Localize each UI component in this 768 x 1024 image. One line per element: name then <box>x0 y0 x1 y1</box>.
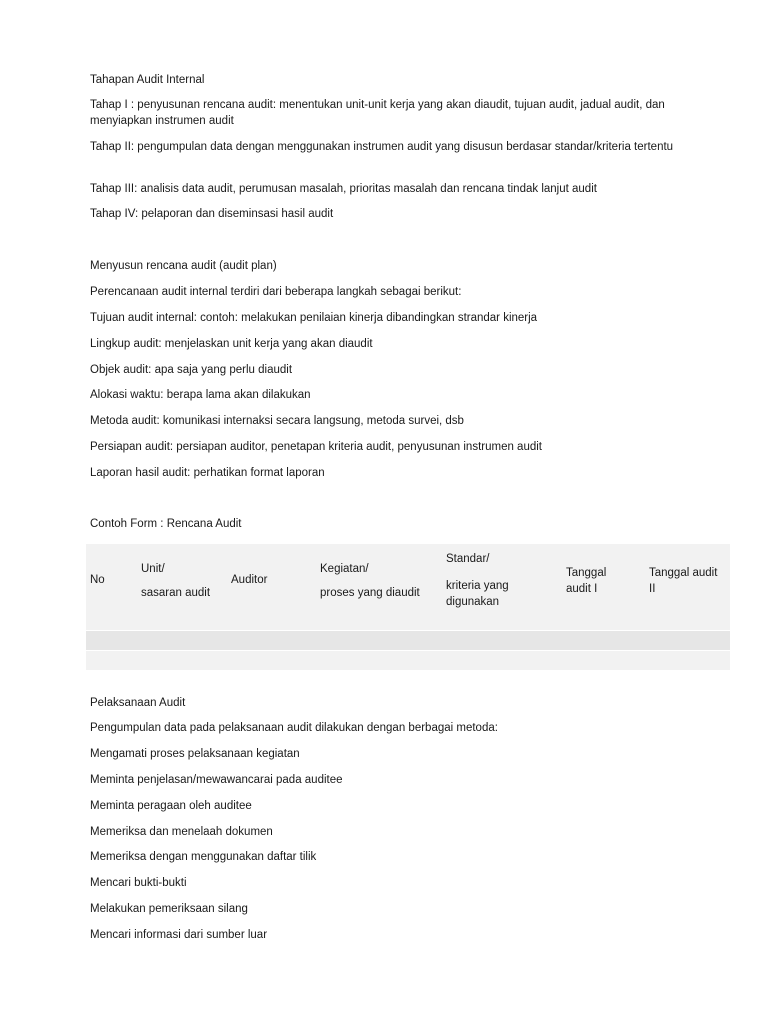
header-standar-line2: kriteria yang <box>446 580 509 592</box>
list-item: Meminta peragaan oleh auditee <box>90 800 252 812</box>
list-item: Mencari informasi dari sumber luar <box>90 929 268 941</box>
list-item: Melakukan pemeriksaan silang <box>90 903 248 915</box>
list-item: Mencari bukti-bukti <box>90 877 187 889</box>
list-item: Memeriksa dengan menggunakan daftar tilik <box>90 851 317 863</box>
list-item: Persiapan audit: persiapan auditor, penetapan kriteria audit, penyusunan instrumen audit <box>90 441 542 453</box>
list-item: Mengamati proses pelaksanaan kegiatan <box>90 748 300 760</box>
header-kegiatan-line2: proses yang diaudit <box>320 587 420 599</box>
header-kegiatan-line1: Kegiatan/ <box>320 563 369 575</box>
header-tanggal1-line1: Tanggal <box>566 567 607 579</box>
paragraph-pelaksanaan-intro: Pengumpulan data pada pelaksanaan audit dilakukan dengan berbagai metoda: <box>90 722 498 734</box>
paragraph-tahap-4: Tahap IV: pelaporan dan diseminsasi hasil audit <box>90 208 334 220</box>
header-tanggal2-line1: Tanggal audit <box>649 567 718 579</box>
list-item: Alokasi waktu: berapa lama akan dilakukan <box>90 389 311 401</box>
list-item: Laporan hasil audit: perhatikan format laporan <box>90 467 325 479</box>
paragraph-perencanaan-intro: Perencanaan audit internal terdiri dari beberapa langkah sebagai berikut: <box>90 286 462 298</box>
section-title-rencana: Menyusun rencana audit (audit plan) <box>90 260 277 272</box>
table-row <box>86 630 730 650</box>
list-item: Metoda audit: komunikasi internaksi secara langsung, metoda survei, dsb <box>90 415 464 427</box>
header-standar-line3: digunakan <box>446 596 500 608</box>
header-tanggal1-line2: audit I <box>566 583 598 595</box>
list-item: Meminta penjelasan/mewawancarai pada auditee <box>90 774 343 786</box>
header-no: No <box>90 574 105 586</box>
list-item: Lingkup audit: menjelaskan unit kerja yang akan diaudit <box>90 338 373 350</box>
section-title-pelaksanaan: Pelaksanaan Audit <box>90 697 186 709</box>
paragraph-tahap-2: Tahap II: pengumpulan data dengan menggunakan instrumen audit yang disusun berdasar standar/kriteria tertentu <box>90 141 674 153</box>
paragraph-tahap-1: Tahap I : penyusunan rencana audit: menentukan unit-unit kerja yang akan diaudit, tujuan audit, jadual audit, dan menyiapkan instrumen audit <box>90 99 665 127</box>
section-title-tahapan: Tahapan Audit Internal <box>90 74 205 86</box>
form-title: Contoh Form : Rencana Audit <box>90 518 242 530</box>
list-item: Memeriksa dan menelaah dokumen <box>90 826 273 838</box>
list-item: Tujuan audit internal: contoh: melakukan penilaian kinerja dibandingkan strandar kinerja <box>90 312 538 324</box>
header-unit-line1: Unit/ <box>141 563 165 575</box>
header-standar-line1: Standar/ <box>446 553 490 565</box>
header-unit-line2: sasaran audit <box>141 587 211 599</box>
header-auditor: Auditor <box>231 574 268 586</box>
list-item: Objek audit: apa saja yang perlu diaudit <box>90 364 293 376</box>
header-tanggal2-line2: II <box>649 583 656 595</box>
paragraph-tahap-3: Tahap III: analisis data audit, perumusan masalah, prioritas masalah dan rencana tindak lanjut audit <box>90 183 597 195</box>
rencana-audit-table <box>86 544 730 670</box>
